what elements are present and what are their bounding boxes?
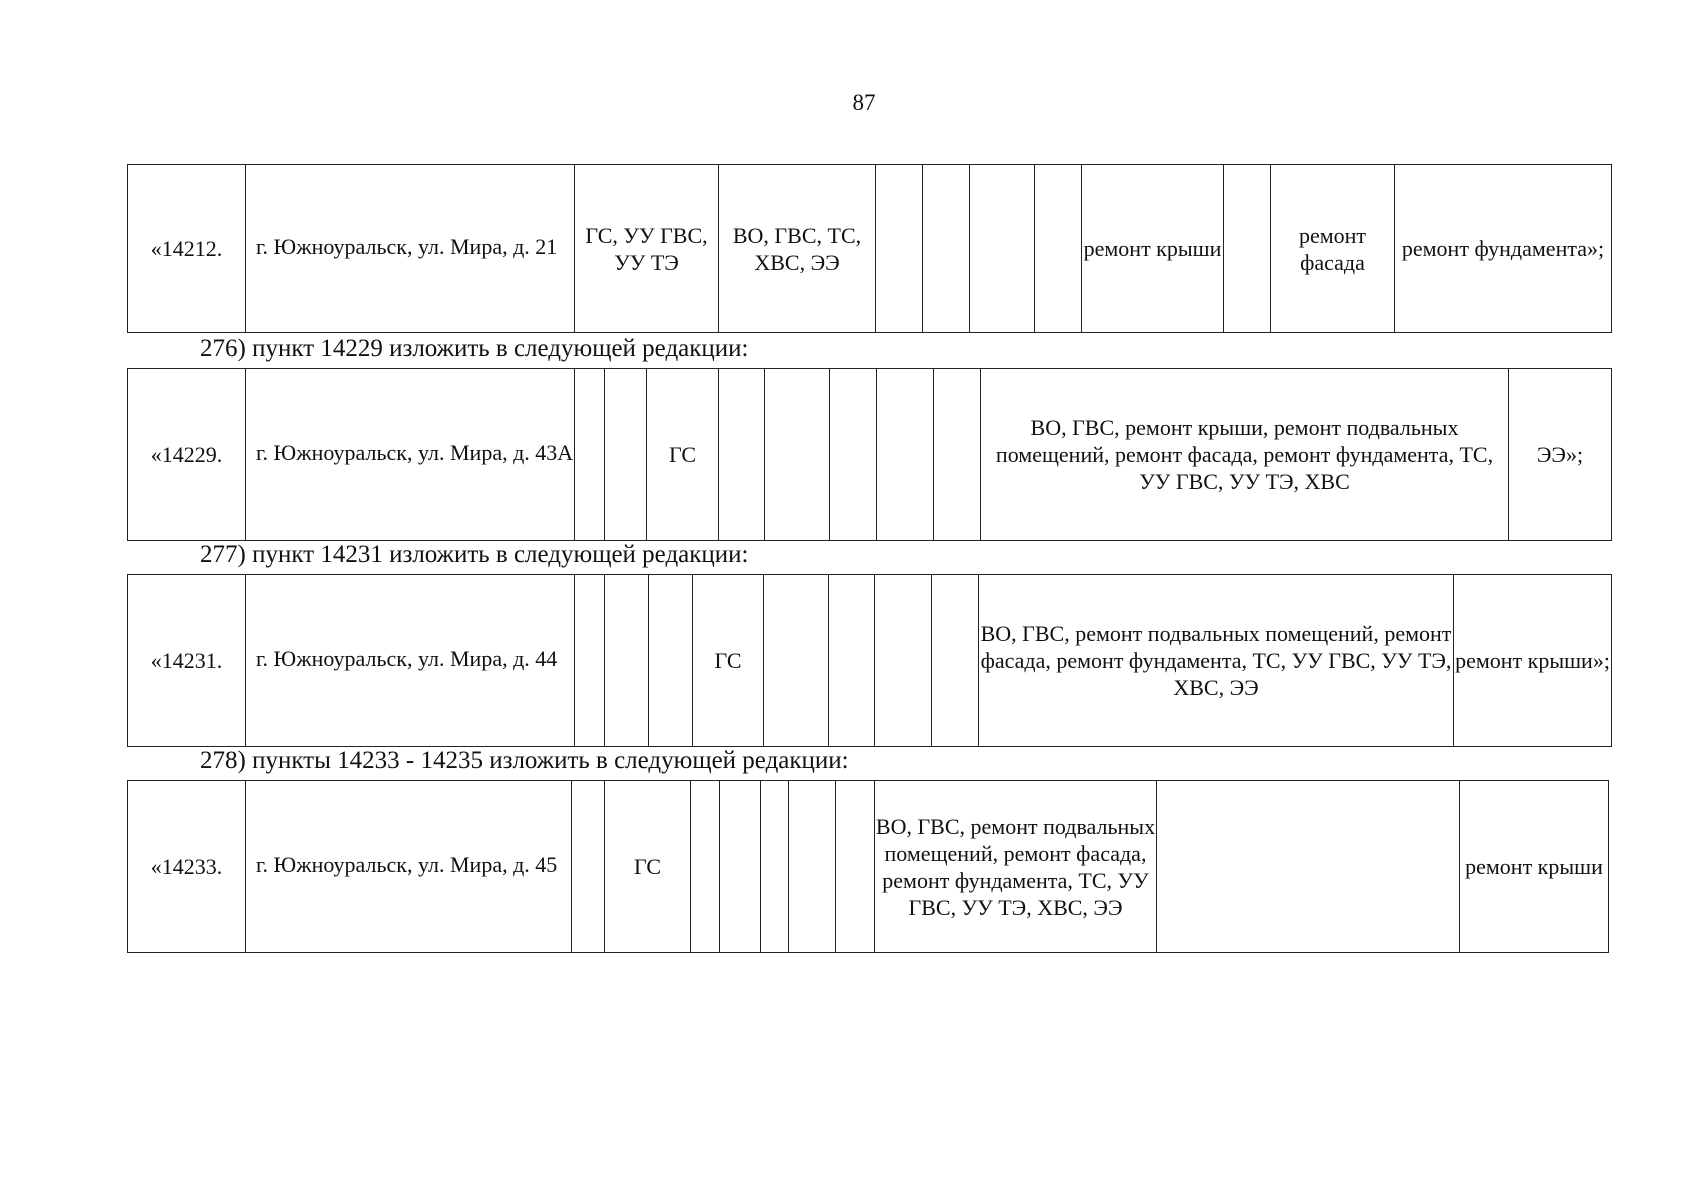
table-cell: ВО, ГВС, ремонт подвальных помещений, ремонт фасада, ремонт фундамента, ТС, УУ ГВС, УУ ТЭ, ХВС, ЭЭ: [875, 781, 1157, 953]
empty-cell: [789, 781, 836, 953]
table-cell: ГС: [693, 575, 764, 747]
page-number: 87: [852, 90, 876, 115]
table-cell: ремонт крыши»;: [1454, 575, 1612, 747]
empty-cell: [830, 369, 877, 541]
empty-cell: [932, 575, 979, 747]
table-row: [127, 368, 1612, 541]
empty-cell: [605, 575, 649, 747]
table-cell: ВО, ГВС, ремонт подвальных помещений, ремонт фасада, ремонт фундамента, ТС, УУ ГВС, УУ ТЭ, ХВС, ЭЭ: [979, 575, 1454, 747]
empty-cell: [875, 575, 932, 747]
empty-cell: [764, 575, 829, 747]
empty-cell: [765, 369, 830, 541]
empty-cell: [605, 369, 647, 541]
empty-cell: [761, 781, 789, 953]
empty-cell: [572, 781, 605, 953]
empty-cell: [719, 369, 765, 541]
table-cell: ремонт фундамента»;: [1395, 165, 1612, 333]
table-cell: ВО, ГВС, ремонт крыши, ремонт подвальных помещений, ремонт фасада, ремонт фундамента, ТС, УУ ГВС, УУ ТЭ, ХВС: [981, 369, 1509, 541]
empty-cell: [1035, 165, 1082, 333]
table-cell: ГС: [647, 369, 719, 541]
item-number: «14229.: [128, 369, 246, 541]
item-number: «14212.: [128, 165, 246, 333]
empty-cell: [934, 369, 981, 541]
table-cell: ремонт крыши: [1460, 781, 1609, 953]
table-cell: ремонт крыши: [1082, 165, 1224, 333]
empty-cell: [649, 575, 693, 747]
empty-cell: [575, 369, 605, 541]
item-number: «14231.: [128, 575, 246, 747]
empty-cell: [970, 165, 1035, 333]
empty-cell: [877, 369, 934, 541]
table-row: [127, 164, 1612, 333]
empty-cell: [829, 575, 875, 747]
table-cell: ГС: [605, 781, 691, 953]
empty-cell: [691, 781, 720, 953]
table-cell: ЭЭ»;: [1509, 369, 1612, 541]
table-cell: ремонт фасада: [1271, 165, 1395, 333]
address: г. Южноуральск, ул. Мира, д. 21: [246, 165, 575, 333]
empty-cell: [923, 165, 970, 333]
address: г. Южноуральск, ул. Мира, д. 43А: [246, 369, 575, 541]
empty-cell: [876, 165, 923, 333]
amendment-heading: 278) пункты 14233 - 14235 изложить в следующей редакции:: [200, 747, 849, 774]
amendment-heading: 276) пункт 14229 изложить в следующей редакции:: [200, 335, 749, 362]
address: г. Южноуральск, ул. Мира, д. 45: [246, 781, 572, 953]
empty-cell: [1224, 165, 1271, 333]
item-number: «14233.: [128, 781, 246, 953]
table-cell: ГС, УУ ГВС, УУ ТЭ: [575, 165, 719, 333]
empty-cell: [1157, 781, 1460, 953]
amendment-heading: 277) пункт 14231 изложить в следующей редакции:: [200, 541, 749, 568]
empty-cell: [575, 575, 605, 747]
address: г. Южноуральск, ул. Мира, д. 44: [246, 575, 575, 747]
table-row: [127, 574, 1612, 747]
empty-cell: [836, 781, 875, 953]
empty-cell: [720, 781, 761, 953]
table-cell: ВО, ГВС, ТС, ХВС, ЭЭ: [719, 165, 876, 333]
table-row: [127, 780, 1609, 953]
